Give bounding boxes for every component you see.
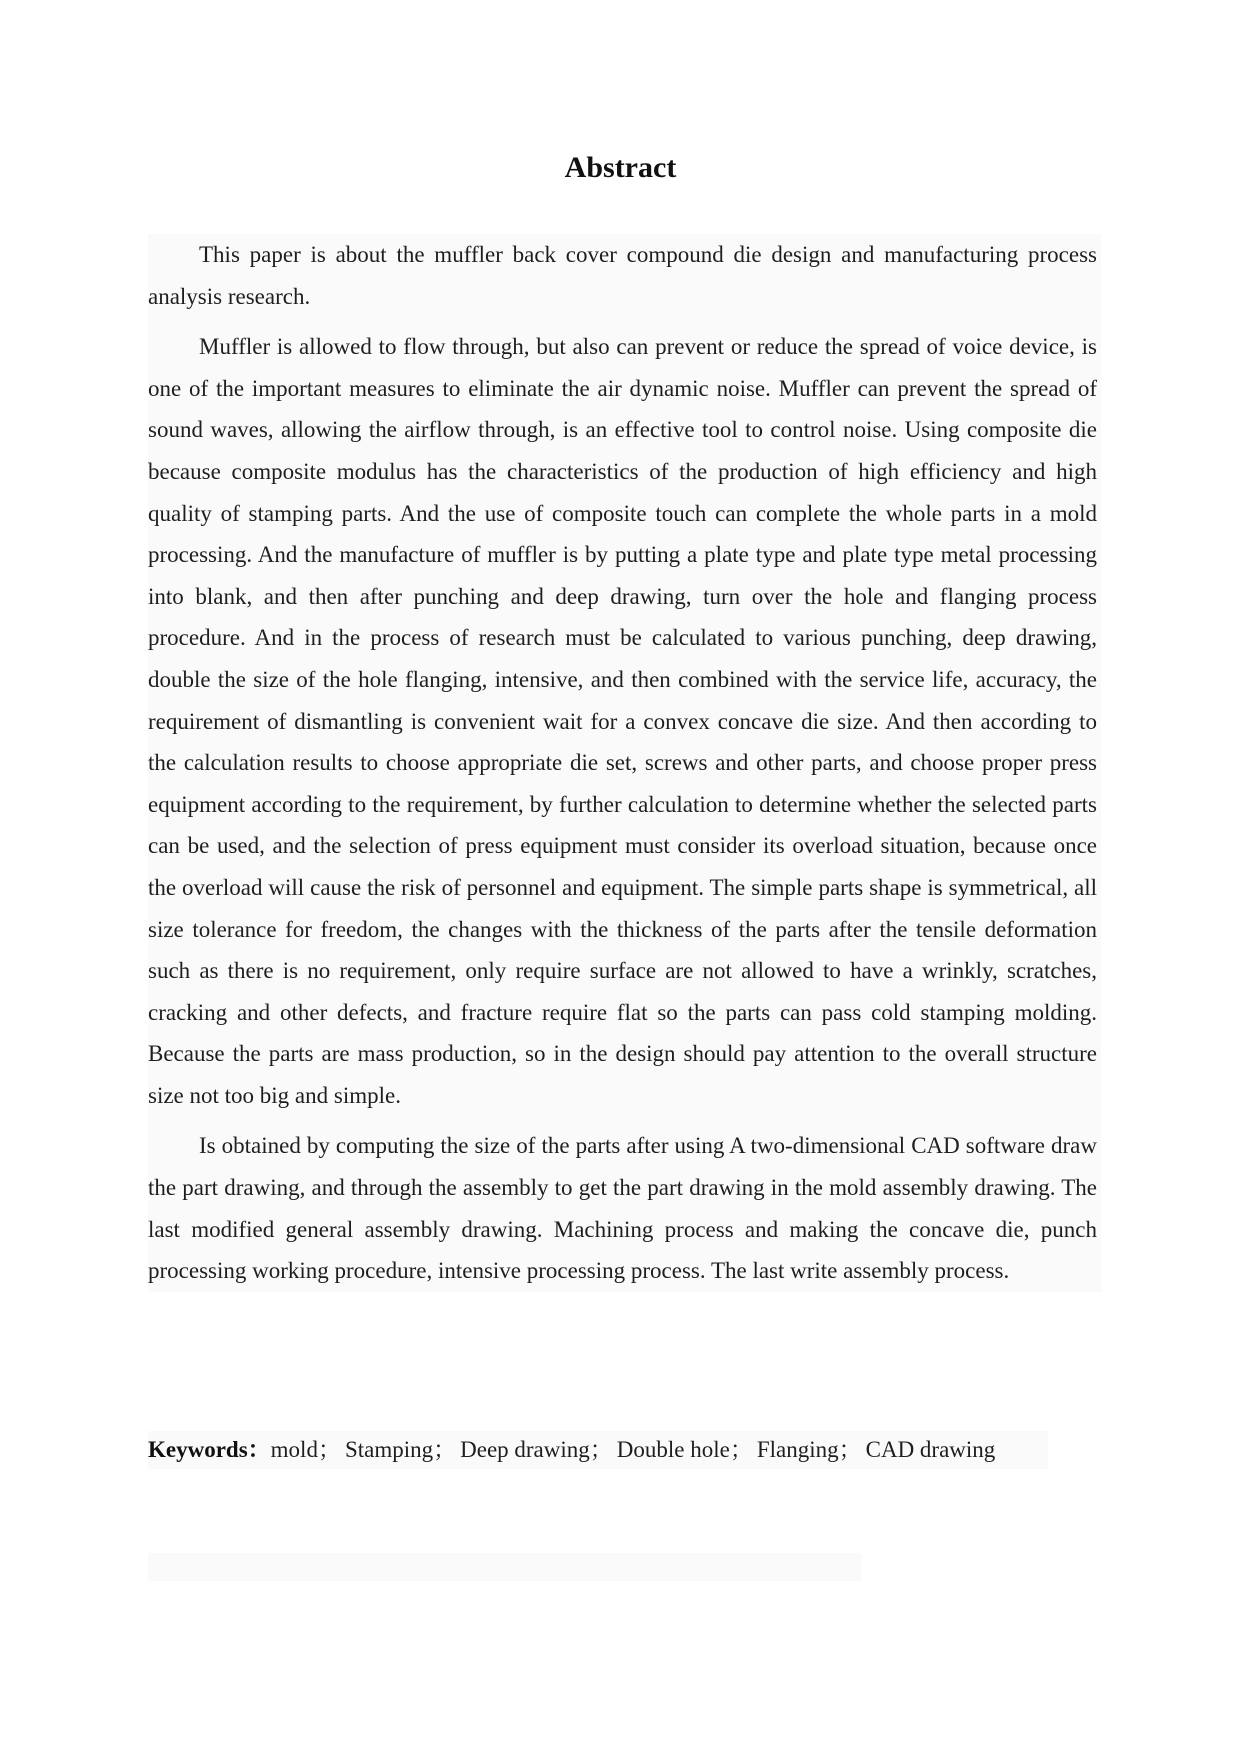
abstract-paragraph-2: Muffler is allowed to flow through, but also can prevent or reduce the spread of voice device, is one of the important measures to eliminate the air dynamic noise. Muffler can prevent the spread of sound waves, allowing the airflow through, is an effective tool to control noise. Using composite die because composite modulus has the characteristics of the production of high efficiency and high quality of stamping parts. And the use of composite touch can complete the whole parts in a mold processing. And the manufacture of muffler is by putting a plate type and plate type metal processing into blank, and then after punching and deep drawing, turn over the hole and flanging process procedure. And in the process of research must be calculated to various punching, deep drawing, double the size of the hole flanging, intensive, and then combined with the service life, accuracy, the requirement of dismantling is convenient wait for a convex concave die size. And then according to the calculation results to choose appropriate die set, screws and other parts, and choose proper press equipment according to the requirement, by further calculation to determine whether the selected parts can be used, and the selection of press equipment must consider its overload situation, because once the overload will cause the risk of personnel and equipment. The simple parts shape is symmetrical, all size tolerance for freedom, the changes with the thickness of the parts after the tensile deformation such as there is no requirement, only require surface are not allowed to have a wrinkly, scratches, cracking and other defects, and fracture require flat so the parts can pass cold stamping molding. Because the parts are mass production, so in the design should pay attention to the overall structure size not too big and simple. — [148, 334, 1097, 1108]
abstract-paragraph-1: This paper is about the muffler back cover compound die design and manufacturing process analysis research. — [148, 242, 1097, 309]
keywords-line — [148, 1431, 1048, 1469]
abstract-body — [148, 234, 1101, 1292]
keyword-item: Double hole； — [616, 1437, 753, 1462]
keyword-item: Stamping； — [344, 1437, 457, 1462]
keyword-item: CAD drawing — [865, 1437, 996, 1462]
footer-band — [148, 1553, 861, 1581]
keyword-item: Flanging； — [756, 1437, 862, 1462]
keywords-label: Keywords： — [148, 1437, 271, 1462]
page-title: Abstract — [564, 151, 677, 184]
keyword-item: mold； — [270, 1437, 341, 1462]
abstract-paragraph-3: Is obtained by computing the size of the parts after using A two-dimensional CAD software draw the part drawing, and through the assembly to get the part drawing in the mold assembly drawing. The last modified general assembly drawing. Machining process and making the concave die, punch processing working procedure, intensive processing process. The last write assembly process. — [148, 1133, 1097, 1284]
keyword-item: Deep drawing； — [460, 1437, 613, 1462]
